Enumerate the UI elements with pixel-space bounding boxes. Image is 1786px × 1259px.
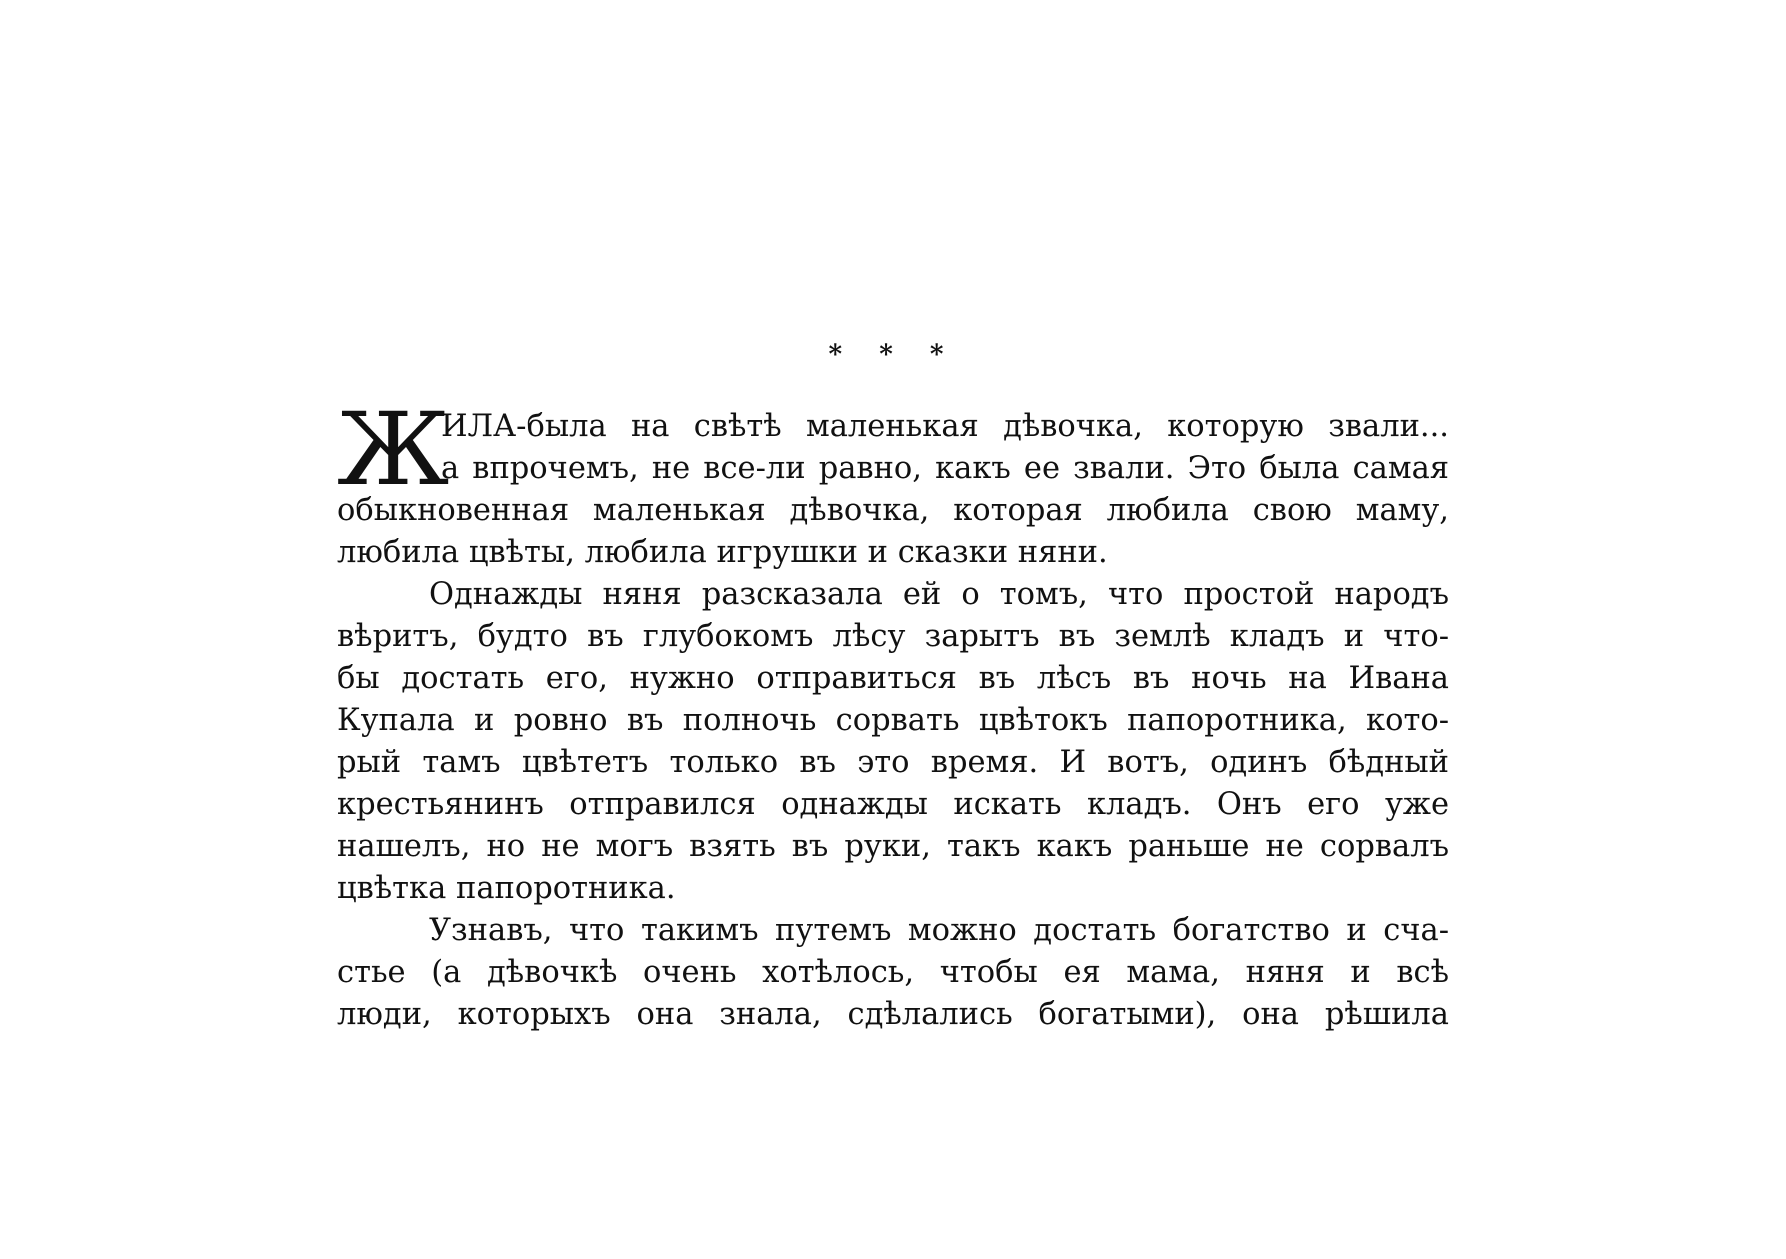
section-ornament: * * * [828,340,958,370]
text-line: Купала и ровно въ полночь сорвать цвѣтокъ папоротника, кото- [337,703,1449,738]
text-line: бы достать его, нужно отправиться въ лѣсъ въ ночь на Ивана [337,661,1449,696]
paragraph-1-opening [337,391,1449,508]
text-line: стье (а дѣвочкѣ очень хотѣлось, чтобы ея мама, няня и всѣ [337,955,1449,990]
text-line: обыкновенная маленькая дѣвочка, которая любила свою маму, [337,493,1449,528]
text-line: цвѣтка папоротника. [337,871,676,906]
text-line: ИЛА-была на свѣтѣ маленькая дѣвочка, которую звали... [441,409,1449,444]
text-line: вѣритъ, будто въ глубокомъ лѣсу зарытъ въ землѣ кладъ и что- [337,619,1449,654]
text-line: рый тамъ цвѣтетъ только въ это время. И вотъ, одинъ бѣдный [337,745,1449,780]
text-line: люди, которыхъ она знала, сдѣлались богатыми), она рѣшила [337,997,1449,1032]
story-text [337,391,1449,1036]
text-line: Однажды няня разсказала ей о томъ, что простой народъ [429,577,1449,612]
text-line: а впрочемъ, не все-ли равно, какъ ее звали. Это была самая [441,451,1449,486]
drop-cap: Ж [337,391,450,508]
text-line: нашелъ, но не могъ взять въ руки, такъ какъ раньше не сорвалъ [337,829,1449,864]
text-line: любила цвѣты, любила игрушки и сказки няни. [337,535,1108,570]
text-line: крестьянинъ отправился однажды искать кладъ. Онъ его уже [337,787,1449,822]
text-line: Узнавъ, что такимъ путемъ можно достать богатство и сча- [429,913,1449,948]
